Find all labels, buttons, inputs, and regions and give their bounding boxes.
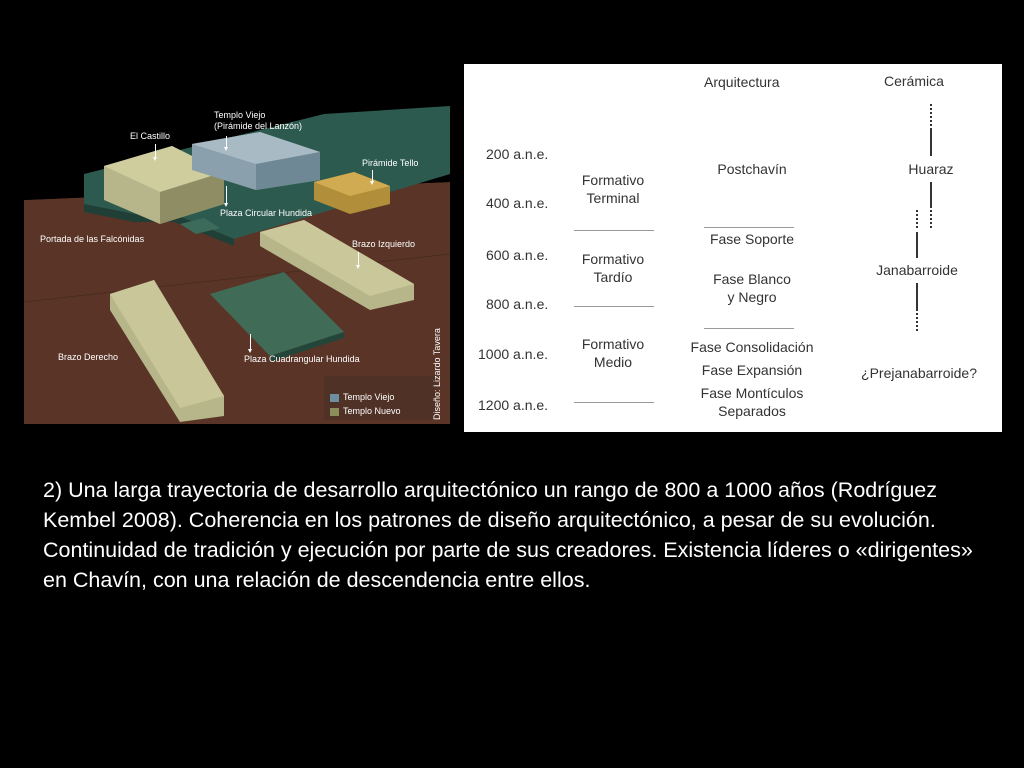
arch-postchavin: Postchavín bbox=[717, 161, 787, 177]
arch-fase-blanco-line2: y Negro bbox=[727, 289, 777, 305]
design-credit: Diseño: Lizardo Tavera bbox=[432, 328, 442, 420]
date-1000: 1000 a.n.e. bbox=[478, 346, 549, 362]
period-tardio bbox=[574, 250, 652, 286]
ceramic-huaraz: Huaraz bbox=[908, 161, 954, 177]
janabarroide-bar-dashed-top bbox=[916, 210, 918, 230]
period-medio-line2: Medio bbox=[593, 354, 633, 370]
label-templo-viejo: Templo Viejo (Pirámide del Lanzón) bbox=[214, 110, 303, 131]
period-terminal bbox=[574, 171, 652, 207]
period-tardio-line1: Formativo bbox=[581, 251, 645, 267]
arrow-plaza-circular bbox=[226, 186, 227, 204]
arch-divider-2 bbox=[704, 328, 794, 329]
legend-swatch-templo-viejo bbox=[330, 394, 339, 402]
label-brazo-derecho: Brazo Derecho bbox=[58, 352, 119, 362]
date-1200: 1200 a.n.e. bbox=[478, 397, 549, 413]
period-tardio-line2: Tardío bbox=[593, 269, 633, 285]
arrow-plaza-cuadrangular bbox=[250, 334, 251, 350]
label-portada: Portada de las Falcónidas bbox=[40, 234, 145, 244]
arrow-templo-viejo bbox=[226, 136, 227, 148]
period-terminal-line2: Terminal bbox=[586, 190, 640, 206]
legend-swatch-templo-nuevo bbox=[330, 408, 339, 416]
label-plaza-circular: Plaza Circular Hundida bbox=[220, 208, 313, 218]
date-400: 400 a.n.e. bbox=[486, 195, 549, 211]
chavin-site-model-image bbox=[24, 104, 450, 424]
huaraz-bar-dashed-top bbox=[930, 104, 932, 126]
arch-fase-monticulos bbox=[664, 384, 840, 420]
chronology-table bbox=[464, 64, 1002, 432]
label-el-castillo: El Castillo bbox=[130, 131, 171, 141]
site-model-drawing bbox=[24, 104, 450, 424]
period-terminal-line1: Formativo bbox=[581, 172, 645, 188]
period-divider-1 bbox=[574, 230, 654, 231]
legend-label-templo-nuevo: Templo Nuevo bbox=[343, 406, 401, 416]
header-ceramica: Cerámica bbox=[884, 73, 944, 89]
arch-fase-soporte: Fase Soporte bbox=[709, 231, 795, 247]
date-200: 200 a.n.e. bbox=[486, 146, 549, 162]
arrow-brazo-izquierdo bbox=[358, 252, 359, 266]
arch-fase-monticulos-line2: Separados bbox=[718, 403, 786, 419]
janabarroide-bar-bottom bbox=[916, 283, 918, 311]
arch-fase-blanco-negro bbox=[664, 270, 840, 306]
arch-fase-blanco-line1: Fase Blanco bbox=[713, 271, 791, 287]
arch-fase-consolidacion: Fase Consolidación bbox=[690, 339, 814, 355]
huaraz-bar-top bbox=[930, 128, 932, 156]
janabarroide-bar-top bbox=[916, 232, 918, 258]
date-800: 800 a.n.e. bbox=[486, 296, 549, 312]
header-arquitectura: Arquitectura bbox=[704, 74, 780, 90]
huaraz-bar-dashed-bottom bbox=[930, 210, 932, 228]
label-plaza-cuadrangular: Plaza Cuadrangular Hundida bbox=[244, 354, 360, 364]
arch-fase-expansion: Fase Expansión bbox=[701, 362, 803, 378]
ceramic-prejanabarroide: ¿Prejanabarroide? bbox=[861, 365, 977, 381]
slide-caption: 2) Una larga trayectoria de desarrollo arquitectónico un rango de 800 a 1000 años (Rodríguez Kembel 2008). Coherencia en los patrones de diseño arquitectónico, a pesar de su evolución. Continuidad de tradición y ejecución por parte de sus creadores. Existencia líderes o «dirigentes» en Chavín, con una relación de descendencia entre ellos. bbox=[43, 478, 973, 592]
ceramic-janabarroide: Janabarroide bbox=[876, 262, 958, 278]
period-medio-line1: Formativo bbox=[581, 336, 645, 352]
date-600: 600 a.n.e. bbox=[486, 247, 549, 263]
period-divider-2 bbox=[574, 306, 654, 307]
period-divider-3 bbox=[574, 402, 654, 403]
period-medio bbox=[574, 335, 652, 371]
label-piramide-tello: Pirámide Tello bbox=[362, 158, 419, 168]
janabarroide-bar-dashed-bottom bbox=[916, 313, 918, 331]
arch-divider-1 bbox=[704, 227, 794, 228]
huaraz-bar-bottom bbox=[930, 182, 932, 208]
legend-label-templo-viejo: Templo Viejo bbox=[343, 392, 395, 402]
arch-fase-monticulos-line1: Fase Montículos bbox=[700, 385, 804, 401]
arrow-piramide-tello bbox=[372, 170, 373, 182]
label-brazo-izquierdo: Brazo Izquierdo bbox=[352, 239, 416, 249]
arrow-el-castillo bbox=[155, 144, 156, 158]
